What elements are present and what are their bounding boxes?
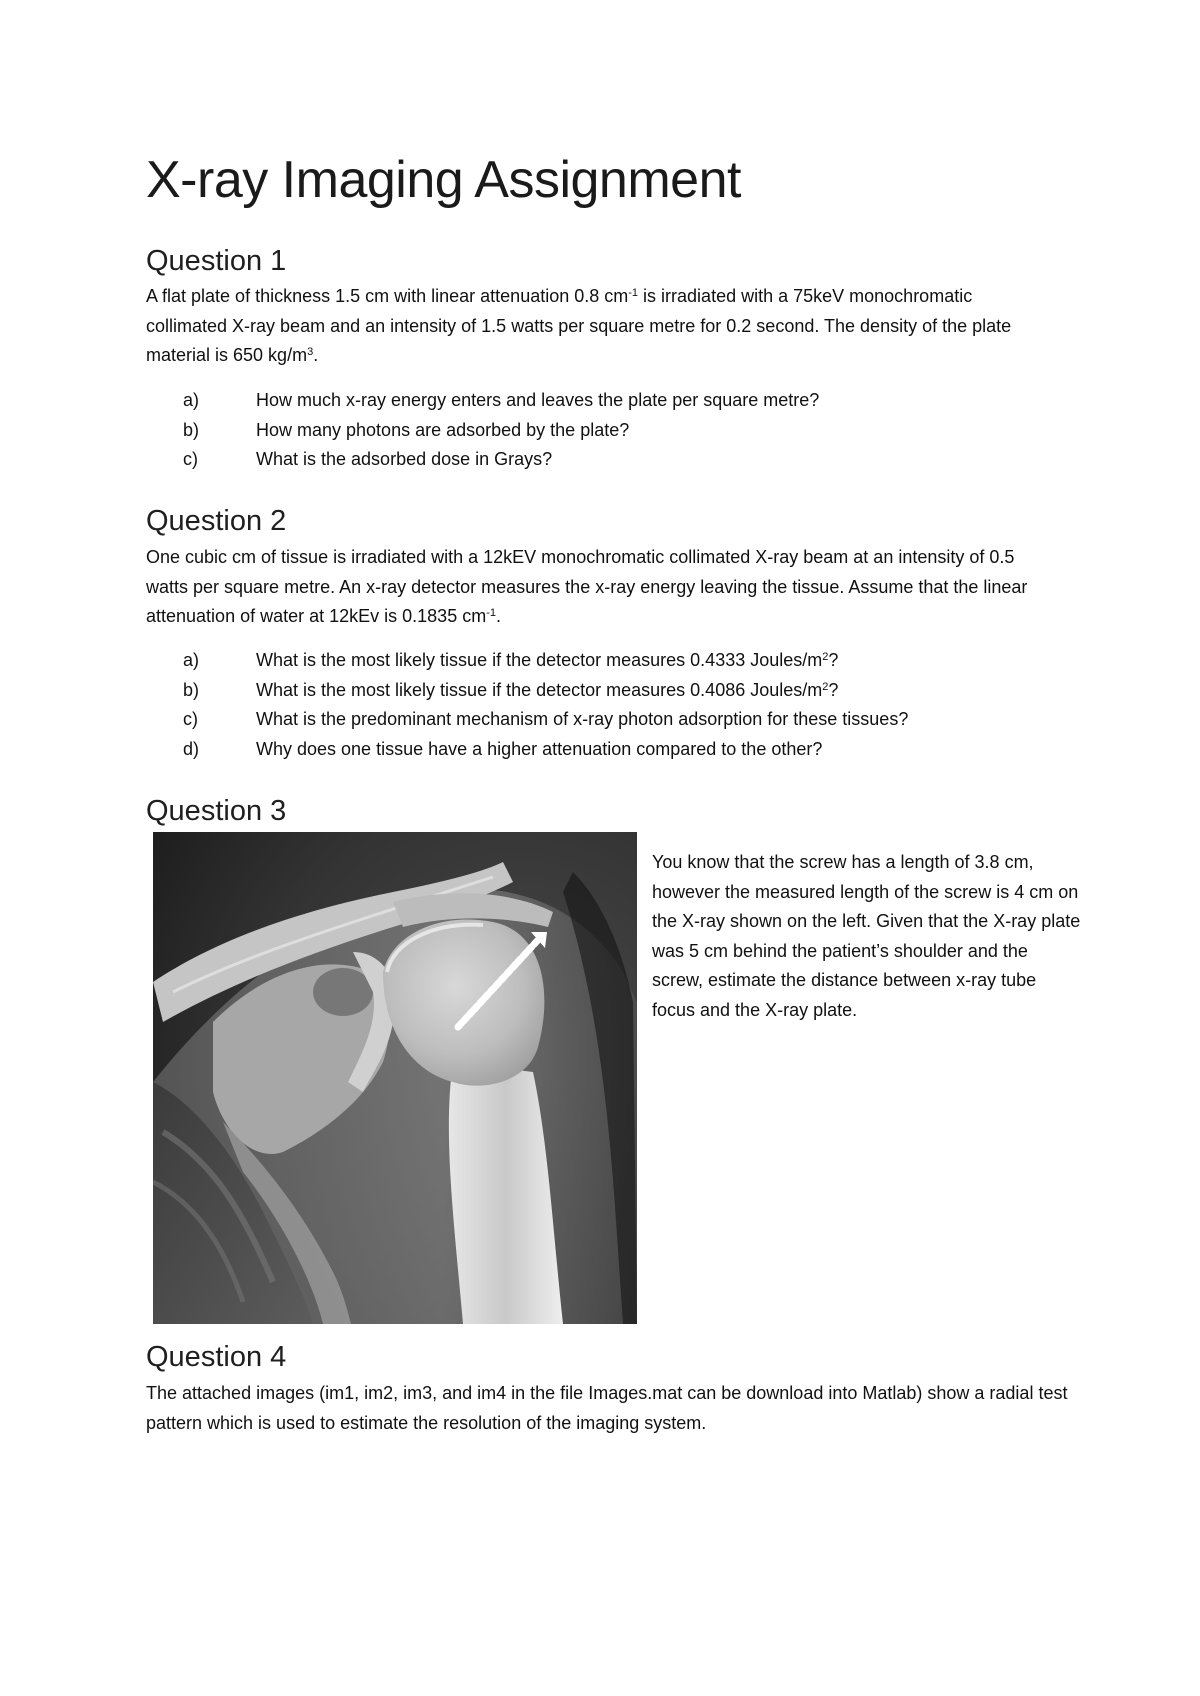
question-4-text: The attached images (im1, im2, im3, and im4 in the file Images.mat can be download into Matlab) show a radial test pattern which is used to estimate the resolution of the imaging system. [146,1383,1068,1433]
list-item: a) How much x-ray energy enters and leaves the plate per square metre? [183,390,820,410]
question-4-heading: Question 4 [146,1341,287,1373]
question-1-heading: Question 1 [146,245,287,277]
document-title: X-ray Imaging Assignment [146,151,741,209]
list-item: b) How many photons are adsorbed by the plate? [183,419,630,440]
list-item: c) What is the predominant mechanism of x-ray photon adsorption for these tissues? [183,709,909,729]
question-3-heading: Question 3 [146,795,287,827]
list-item: b) What is the most likely tissue if the detector measures 0.4086 Joules/$m^2$? [183,679,839,700]
list-item: a) What is the most likely tissue if the detector measures 0.4333 Joules/$m^2$? [183,650,839,670]
shoulder-xray-image [153,832,637,1324]
question-1-text: A flat plate of thickness 1.5 cm with linear attenuation 0.8 $cm^{-1}$ is irradiated with a 75keV monochromatic collimated X-ray beam and an intensity of 1.5 watts per square metre for 0.2 second. The density of the plate material is 650 $kg/m^3$. [146,286,1012,365]
list-item: c) What is the adsorbed dose in Grays? [183,449,553,469]
question-2-heading: Question 2 [146,505,287,537]
question-2-list [183,646,1063,764]
question-3-text: You know that the screw has a length of 3.8 cm, however the measured length of the screw is 4 cm on the X-ray shown on the left. Given that the X-ray plate was 5 cm behind the patient’s shoulder and the screw, estimate the distance between x-ray tube focus and the X-ray plate. [652,852,1081,1020]
question-2-text: One cubic cm of tissue is irradiated with a 12kEV monochromatic collimated X-ray beam at an intensity of 0.5 watts per square metre. An x-ray detector measures the x-ray energy leaving the tissue. Assume that the linear attenuation of water at 12kEv is 0.1835 $cm^{-1}$. [146,547,1028,626]
list-item: d) Why does one tissue have a higher attenuation compared to the other? [183,738,823,759]
question-1-list [183,386,1043,475]
